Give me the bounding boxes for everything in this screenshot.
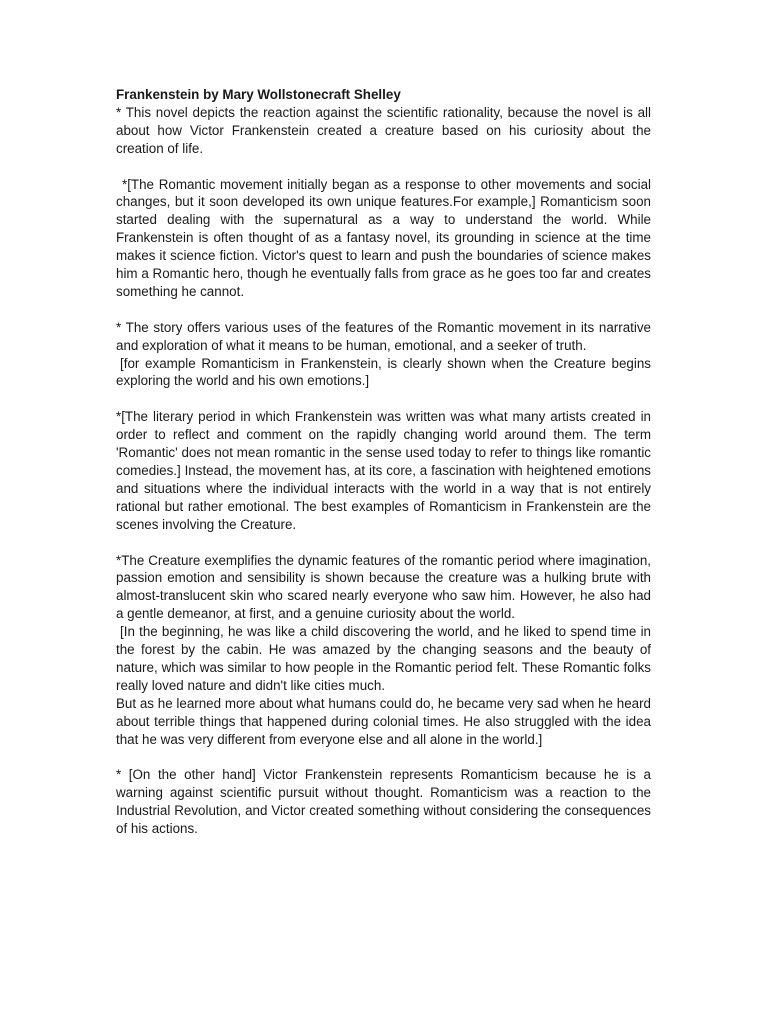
document-page <box>116 86 651 838</box>
document-title: Frankenstein by Mary Wollstonecraft Shelley <box>116 87 401 102</box>
paragraph-spacer <box>116 390 651 408</box>
paragraph-learned-more: But as he learned more about what humans could do, he became very sad when he heard about terrible things that happened during colonial times. He also struggled with the idea that he was very different from everyone else and all alone in the world.] <box>116 695 651 747</box>
paragraph-creature-exemplifies: *The Creature exemplifies the dynamic features of the romantic period where imagination, passion emotion and sensibility is shown because the creature was a hulking brute with almost-translucent skin who scared nearly everyone who saw him. However, he also had a gentle demeanor, at first, and a genuine curiosity about the world. <box>116 552 651 622</box>
paragraph-spacer <box>116 158 651 176</box>
paragraph-intro: * This novel depicts the reaction against the scientific rationality, because the novel is all about how Victor Frankenstein created a creature based on his curiosity about the creation of life. <box>116 104 651 156</box>
paragraph-literary-period: *[The literary period in which Frankenstein was written was what many artists created in order to reflect and comment on the rapidly changing world around them. The term 'Romantic' does not mean romantic in the sense used today to refer to things like romantic comedies.] Instead, the movement has, at its core, a fascination with heightened emotions and situations where the individual interacts with the world in a way that is not entirely rational but rather emotional. The best examples of Romanticism in Frankenstein are the scenes involving the Creature. <box>116 409 651 532</box>
paragraph-other-hand: * [On the other hand] Victor Frankenstein represents Romanticism because he is a warning against scientific pursuit without thought. Romanticism was a reaction to the Industrial Revolution, and Victor created something without considering the consequences of his actions. <box>116 767 651 837</box>
paragraph-spacer <box>116 534 651 552</box>
paragraph-spacer <box>116 748 651 766</box>
paragraph-story-features: * The story offers various uses of the features of the Romantic movement in its narrative and exploration of what it means to be human, emotional, and a seeker of truth. <box>116 319 651 353</box>
paragraph-spacer <box>116 301 651 319</box>
paragraph-beginning: [In the beginning, he was like a child discovering the world, and he liked to spend time in the forest by the cabin. He was amazed by the changing seasons and the beauty of nature, which was similar to how people in the Romantic period felt. These Romantic folks really loved nature and didn't like cities much. <box>116 624 651 693</box>
paragraph-romantic-movement: *[The Romantic movement initially began as a response to other movements and social changes, but it soon developed its own unique features.For example,] Romanticism soon started dealing with the supernatural as a way to understand the world. While Frankenstein is often thought of as a fantasy novel, its grounding in science at the time makes it science fiction. Victor's quest to learn and push the boundaries of science makes him a Romantic hero, though he eventually falls from grace as he goes too far and creates something he cannot. <box>116 176 651 299</box>
paragraph-example-creature: [for example Romanticism in Frankenstein, is clearly shown when the Creature begins exploring the world and his own emotions.] <box>116 355 651 389</box>
